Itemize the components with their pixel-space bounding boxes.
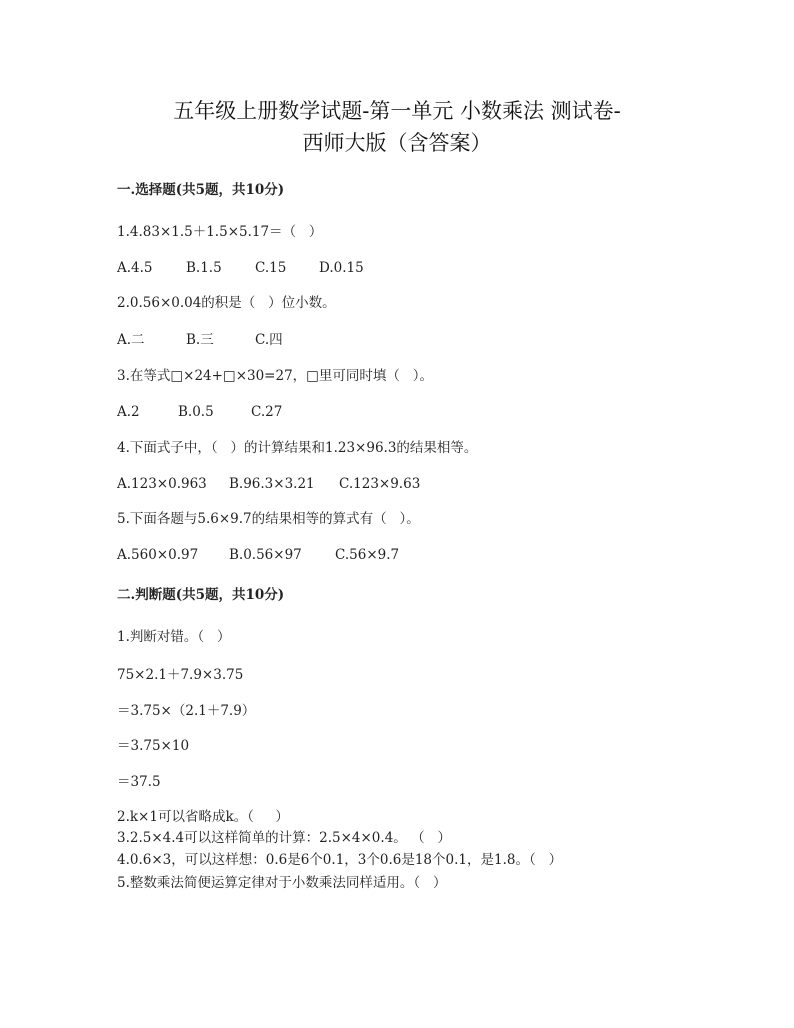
option: C.四 xyxy=(255,332,283,348)
option: B.0.5 xyxy=(178,404,214,420)
title-line-2: 西师大版（含答案） xyxy=(302,131,492,155)
option: C.15 xyxy=(255,260,287,276)
question-text: 5.整数乘法简便运算定律对于小数乘法同样适用。（ ） xyxy=(117,875,447,891)
equation-line: ＝37.5 xyxy=(117,774,161,790)
question-text: 2.k×1可以省略成k。（ ） xyxy=(117,809,289,825)
option: A.560×0.97 xyxy=(117,547,199,563)
option: A.二 xyxy=(117,332,145,348)
question-text: 3.2.5×4.4可以这样简单的计算：2.5×4×0.4。 （ ） xyxy=(117,830,451,846)
question-text: 1.4.83×1.5＋1.5×5.17＝（ ） xyxy=(117,224,323,240)
equation-line: 75×2.1＋7.9×3.75 xyxy=(117,667,244,683)
option: C.123×9.63 xyxy=(339,476,421,492)
option: A.4.5 xyxy=(117,260,153,276)
option: B.96.3×3.21 xyxy=(229,476,315,492)
option: C.56×9.7 xyxy=(335,547,400,563)
option: D.0.15 xyxy=(319,260,364,276)
question-text: 5.下面各题与5.6×9.7的结果相等的算式有（ ）。 xyxy=(117,511,420,527)
section-heading: 一.选择题(共5题，共10分) xyxy=(117,182,285,198)
option: B.0.56×97 xyxy=(229,547,302,563)
question-text: 2.0.56×0.04的积是（ ）位小数。 xyxy=(117,295,336,311)
question-options xyxy=(117,259,364,277)
option: A.123×0.963 xyxy=(117,476,207,492)
option: A.2 xyxy=(117,404,140,420)
option: B.三 xyxy=(186,332,214,348)
option: B.1.5 xyxy=(186,260,222,276)
question-options xyxy=(117,475,420,493)
title-line-1: 五年级上册数学试题-第一单元 小数乘法 测试卷- xyxy=(173,99,621,123)
question-text: 1.判断对错。（ ） xyxy=(117,629,231,645)
question-text: 3.在等式□×24+□×30=27，□里可同时填（ ）。 xyxy=(117,368,434,384)
question-text: 4.下面式子中，（ ）的计算结果和1.23×96.3的结果相等。 xyxy=(117,440,478,456)
equation-line: ＝3.75×10 xyxy=(117,738,190,754)
question-options xyxy=(117,331,283,349)
section-heading: 二.判断题(共5题，共10分) xyxy=(117,587,285,603)
equation-line: ＝3.75×（2.1＋7.9） xyxy=(117,703,256,719)
option: C.27 xyxy=(251,404,283,420)
question-options xyxy=(117,403,282,421)
question-options xyxy=(117,546,399,564)
question-text: 4.0.6×3，可以这样想：0.6是6个0.1，3个0.6是18个0.1，是1.8。（ ） xyxy=(117,852,563,868)
